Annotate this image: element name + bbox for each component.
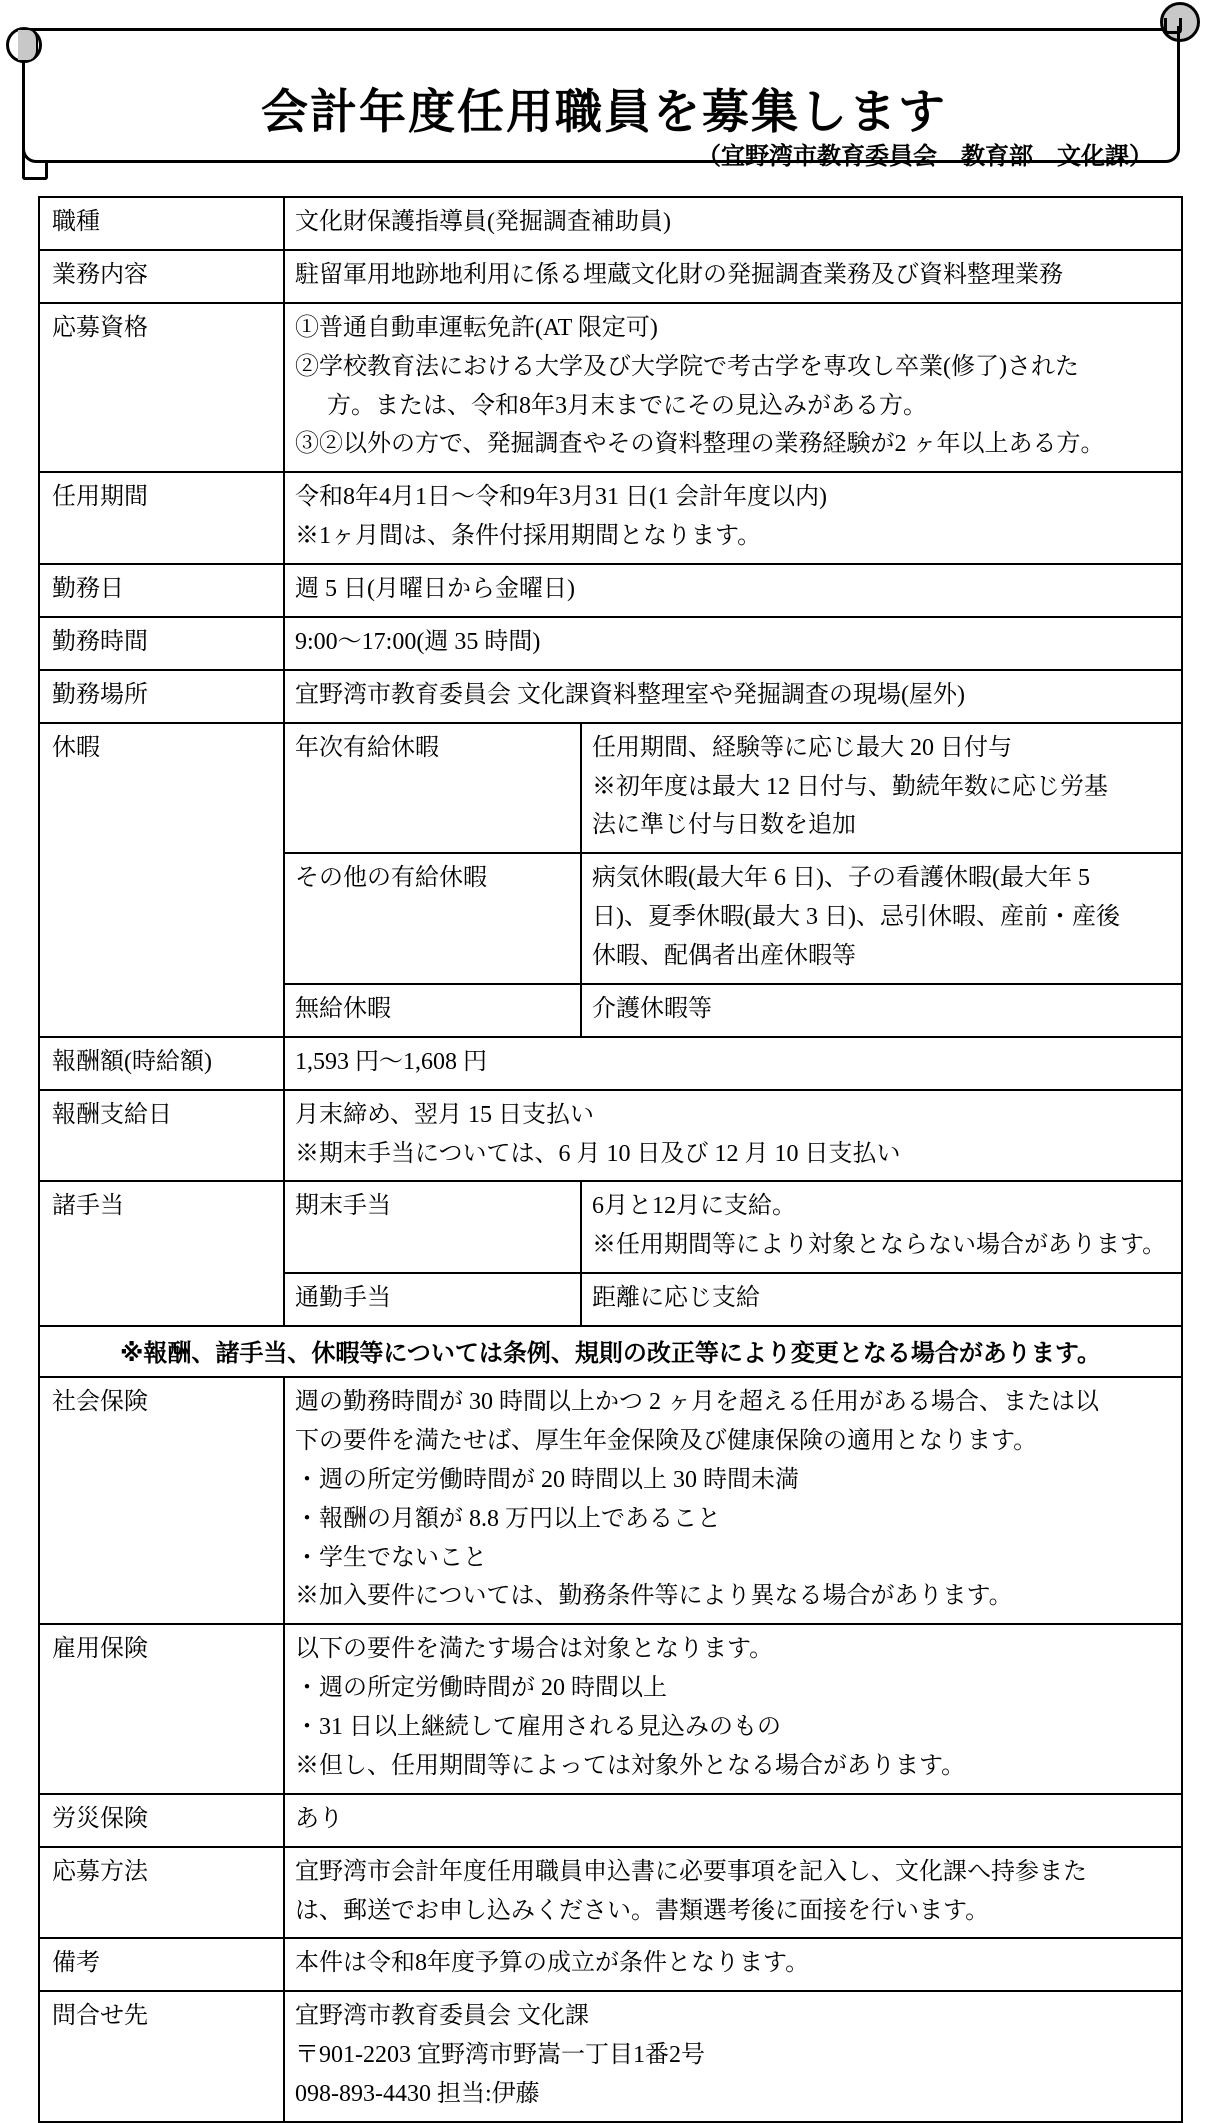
change-note-cell — [39, 1326, 1182, 1377]
row-value-cell — [284, 1794, 1182, 1847]
job-details-table-wrapper — [38, 196, 1183, 2123]
row-value-cell — [284, 1090, 1182, 1182]
allowance-sublabel: 通勤手当 — [295, 1285, 391, 1312]
row-value-cell — [284, 1624, 1182, 1794]
table-row-work-days — [39, 564, 1182, 617]
employment-insurance-line: ・週の所定労働時間が 20 時間以上 — [295, 1675, 667, 1702]
label-appointment-period: 任用期間 — [52, 484, 148, 511]
row-label-cell — [39, 723, 284, 1037]
label-leave: 休暇 — [52, 734, 100, 761]
table-row-duties — [39, 250, 1182, 303]
leave-line: 任用期間、経験等に応じ最大 20 日付与 — [592, 734, 1012, 761]
table-row-allowances — [39, 1181, 1182, 1326]
value-contact — [285, 1992, 1181, 2121]
row-value-cell — [284, 1847, 1182, 1939]
appointment-period-line: 令和8年4月1日～令和9年3月31 日(1 会計年度以内) — [295, 484, 827, 511]
table-row-social-insurance — [39, 1377, 1182, 1624]
leave-sublabel-cell — [285, 984, 581, 1036]
allowance-line: ※任用期間等により対象とならない場合があります。 — [592, 1232, 1167, 1259]
row-value-cell — [284, 1938, 1182, 1991]
label-work-place: 勤務場所 — [52, 681, 148, 708]
table-row-qualifications — [39, 303, 1182, 473]
label-duties: 業務内容 — [52, 261, 148, 288]
row-label-cell — [39, 1991, 284, 2122]
row-value-cell — [284, 303, 1182, 473]
row-value-cell — [284, 472, 1182, 564]
allowance-subvalue-cell — [581, 1273, 1181, 1325]
contact-phone: 098-893-4430 担当:伊藤 — [295, 2081, 540, 2107]
contact-address: 〒901-2203 宜野湾市野嵩一丁目1番2号 — [295, 2042, 705, 2069]
value-duties: 駐留軍用地跡地利用に係る埋蔵文化財の発掘調査業務及び資料整理業務 — [295, 261, 1063, 288]
row-label-cell — [39, 1794, 284, 1847]
leave-line: 日)、夏季休暇(最大 3 日)、忌引休暇、産前・産後 — [592, 904, 1120, 931]
allowance-sublabel-cell — [285, 1182, 581, 1273]
row-value-cell — [284, 1991, 1182, 2122]
leave-subrow-unpaid — [285, 984, 1181, 1036]
row-value-cell — [284, 250, 1182, 303]
table-row-leave — [39, 723, 1182, 1037]
value-work-place: 宜野湾市教育委員会 文化課資料整理室や発掘調査の現場(屋外) — [295, 681, 965, 708]
value-appointment-period — [285, 473, 1181, 563]
scroll-curl-right-stem — [1177, 26, 1180, 40]
leave-subvalue — [582, 724, 1181, 853]
row-label-cell — [39, 1847, 284, 1939]
label-pay-date: 報酬支給日 — [52, 1101, 172, 1128]
leave-sublabel-cell — [285, 853, 581, 984]
label-job-type: 職種 — [52, 209, 100, 235]
table-row-workers-comp — [39, 1794, 1182, 1847]
row-label-cell — [39, 1377, 284, 1624]
row-label-cell — [39, 1037, 284, 1090]
employment-insurance-line: 以下の要件を満たす場合は対象となります。 — [295, 1636, 774, 1663]
label-employment-insurance: 雇用保険 — [52, 1636, 148, 1663]
leave-subvalue-cell — [581, 724, 1181, 854]
value-work-hours: 9:00～17:00(週 35 時間) — [295, 628, 541, 655]
issuing-department: （宜野湾市教育委員会 教育部 文化課） — [697, 142, 1153, 170]
leave-sublabel-cell — [285, 724, 581, 854]
row-value-cell — [284, 670, 1182, 723]
leave-sublabel: 無給休暇 — [295, 995, 391, 1022]
header-banner — [0, 0, 1221, 188]
qualification-line: 方。または、令和8年3月末までにその見込みがある方。 — [327, 392, 927, 419]
label-workers-comp: 労災保険 — [52, 1805, 148, 1832]
page-title: 会計年度任用職員を募集します — [261, 85, 947, 140]
row-label-cell — [39, 1938, 284, 1991]
label-allowances: 諸手当 — [52, 1193, 124, 1220]
label-wage: 報酬額(時給額) — [52, 1048, 212, 1075]
leave-line: ※初年度は最大 12 日付与、勤続年数に応じ労基 — [592, 773, 1108, 800]
table-row-work-place — [39, 670, 1182, 723]
allowance-line: 6月と12月に支給。 — [592, 1193, 796, 1220]
table-row-contact — [39, 1991, 1182, 2122]
leave-subvalue-cell — [581, 984, 1181, 1036]
allowance-subvalue — [582, 1182, 1181, 1272]
allowance-subvalue: 距離に応じ支給 — [592, 1285, 760, 1312]
allowance-subrow-term-end — [285, 1182, 1181, 1273]
leave-line: 病気休暇(最大年 6 日)、子の看護休暇(最大年 5 — [592, 865, 1090, 892]
label-work-days: 勤務日 — [52, 576, 124, 602]
qualification-line: ③②以外の方で、発掘調査やその資料整理の業務経験が2 ヶ年以上ある方。 — [295, 431, 1105, 458]
table-row-appointment-period — [39, 472, 1182, 564]
leave-sublabel: 年次有給休暇 — [295, 734, 439, 761]
row-label-cell — [39, 1181, 284, 1326]
allowance-sublabel-cell — [285, 1273, 581, 1325]
allowance-sublabel: 期末手当 — [295, 1193, 391, 1220]
contact-office: 宜野湾市教育委員会 文化課 — [295, 2003, 589, 2030]
social-insurance-line: ・学生でないこと — [295, 1544, 487, 1571]
social-insurance-line: ・報酬の月額が 8.8 万円以上であること — [295, 1505, 721, 1532]
change-note-text: ※報酬、諸手当、休暇等については条例、規則の改正等により変更となる場合があります。 — [120, 1339, 1101, 1367]
label-social-insurance: 社会保険 — [52, 1389, 148, 1415]
how-to-apply-line: 宜野湾市会計年度任用職員申込書に必要事項を記入し、文化課へ持参また — [295, 1858, 1087, 1885]
scroll-curl-left-shade — [18, 30, 38, 60]
row-value-cell — [284, 1037, 1182, 1090]
leave-subvalue-cell — [581, 853, 1181, 984]
table-row-pay-date — [39, 1090, 1182, 1182]
row-label-cell — [39, 1624, 284, 1794]
table-row-change-note — [39, 1326, 1182, 1377]
row-label-cell — [39, 472, 284, 564]
label-how-to-apply: 応募方法 — [52, 1858, 148, 1885]
appointment-period-line: ※1ヶ月間は、条件付採用期間となります。 — [295, 523, 762, 550]
row-value-cell — [284, 197, 1182, 250]
row-value-cell — [284, 723, 1182, 1037]
social-insurance-line: ・週の所定労働時間が 20 時間以上 30 時間未満 — [295, 1466, 799, 1493]
leave-subvalue: 介護休暇等 — [592, 995, 712, 1022]
row-label-cell — [39, 1090, 284, 1182]
label-work-hours: 勤務時間 — [52, 628, 148, 655]
value-job-type: 文化財保護指導員(発掘調査補助員) — [295, 209, 671, 235]
allowance-subvalue-cell — [581, 1182, 1181, 1273]
table-row-remarks — [39, 1938, 1182, 1991]
leave-sublabel: その他の有給休暇 — [295, 865, 487, 892]
table-row-wage — [39, 1037, 1182, 1090]
pay-date-line: 月末締め、翌月 15 日支払い — [295, 1101, 595, 1128]
row-label-cell — [39, 670, 284, 723]
allowances-subtable — [285, 1182, 1181, 1325]
row-label-cell — [39, 564, 284, 617]
row-label-cell — [39, 250, 284, 303]
value-how-to-apply — [285, 1848, 1181, 1938]
row-value-cell — [284, 1377, 1182, 1624]
employment-insurance-line: ・31 日以上継続して雇用される見込みのもの — [295, 1714, 781, 1740]
value-work-days: 週 5 日(月曜日から金曜日) — [295, 576, 575, 602]
value-wage: 1,593 円～1,608 円 — [295, 1048, 487, 1075]
row-label-cell — [39, 617, 284, 670]
label-qualifications: 応募資格 — [52, 314, 148, 341]
social-insurance-line: 下の要件を満たせば、厚生年金保険及び健康保険の適用となります。 — [295, 1427, 1038, 1454]
banner-body — [22, 28, 1180, 170]
value-workers-comp: あり — [295, 1805, 343, 1832]
leave-subtable — [285, 724, 1181, 1036]
how-to-apply-line: は、郵送でお申し込みください。書類選考後に面接を行います。 — [295, 1897, 990, 1924]
label-remarks: 備考 — [52, 1950, 100, 1977]
value-remarks: 本件は令和8年度予算の成立が条件となります。 — [295, 1950, 810, 1977]
allowance-subrow-commute — [285, 1273, 1181, 1325]
table-row-employment-insurance — [39, 1624, 1182, 1794]
value-qualifications — [285, 304, 1181, 472]
leave-subvalue — [582, 854, 1181, 983]
leave-subrow-other-paid — [285, 853, 1181, 984]
leave-subrow-annual — [285, 724, 1181, 854]
social-insurance-line: ※加入要件については、勤務条件等により異なる場合があります。 — [295, 1583, 1013, 1610]
row-value-cell — [284, 564, 1182, 617]
employment-insurance-line: ※但し、任用期間等によっては対象外となる場合があります。 — [295, 1752, 966, 1779]
value-social-insurance — [285, 1378, 1181, 1623]
table-row-work-hours — [39, 617, 1182, 670]
leave-line: 休暇、配偶者出産休暇等 — [592, 943, 856, 969]
pay-date-line: ※期末手当については、6 月 10 日及び 12 月 10 日支払い — [295, 1140, 901, 1167]
table-row-how-to-apply — [39, 1847, 1182, 1939]
qualification-line: ②学校教育法における大学及び大学院で考古学を専攻し卒業(修了)された — [295, 353, 1079, 380]
leave-line: 法に準じ付与日数を追加 — [592, 812, 856, 839]
social-insurance-line: 週の勤務時間が 30 時間以上かつ 2 ヶ月を超える任用がある場合、または以 — [295, 1389, 1099, 1415]
row-label-cell — [39, 197, 284, 250]
label-contact: 問合せ先 — [52, 2003, 148, 2030]
row-value-cell — [284, 617, 1182, 670]
value-pay-date — [285, 1091, 1181, 1181]
row-label-cell — [39, 303, 284, 473]
row-value-cell — [284, 1181, 1182, 1326]
value-employment-insurance — [285, 1625, 1181, 1793]
qualification-line: ①普通自動車運転免許(AT 限定可) — [295, 314, 658, 341]
table-row-job-type — [39, 197, 1182, 250]
job-details-table — [38, 196, 1183, 2123]
